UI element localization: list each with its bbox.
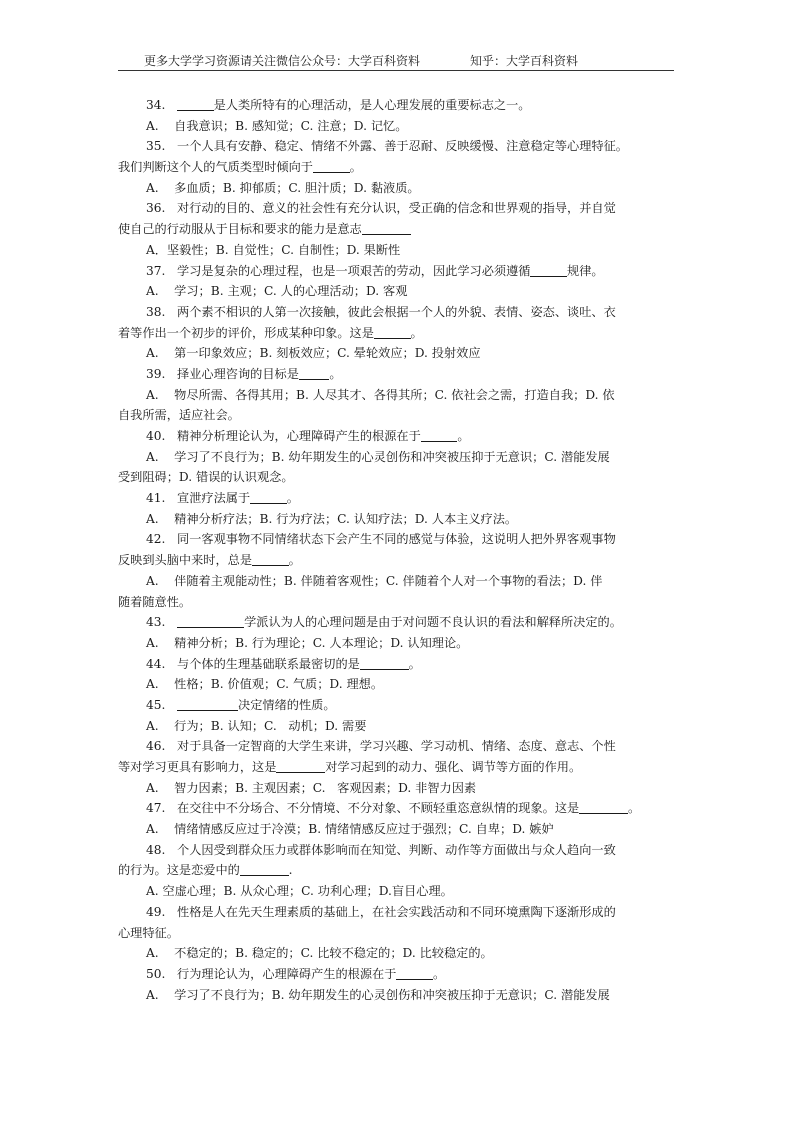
line-text: 学派认为人的心理问题是由于对问题不良认识的看法和解释所决定的。	[244, 615, 622, 630]
text-line	[118, 550, 674, 571]
line-text: 45.	[146, 697, 178, 712]
line-text: 44. 与个体的生理基础联系最密切的是	[146, 656, 360, 671]
text-line: A. 智力因素；B. 主观因素；C. 客观因素；D. 非智力因素	[146, 780, 477, 795]
line-text: .	[288, 863, 293, 878]
text-line	[118, 488, 674, 509]
text-line: A. 情绪情感反应过于冷漠；B. 情绪情感反应过于强烈；C. 自卑；D. 嫉妒	[146, 822, 554, 837]
text-line: 49. 性格是人在先天生理素质的基础上，在社会实践活动和不同环境熏陶下逐渐形成的	[146, 904, 616, 919]
line-text: 使自己的行动服从于目标和要求的能力是意志	[118, 222, 362, 237]
text-line: 48. 个人因受到群众压力或群体影响而在知觉、判断、动作等方面做出与众人趋向一致	[146, 842, 616, 857]
text-line	[118, 157, 674, 178]
line-text: 。	[410, 325, 423, 340]
text-line: A. 空虚心理；B. 从众心理；C. 功利心理；D.盲目心理。	[146, 884, 453, 899]
answer-blank	[579, 799, 628, 814]
text-line	[118, 219, 674, 240]
text-line	[118, 654, 674, 675]
line-text: 41. 宣泄疗法属于	[146, 491, 251, 506]
text-line	[118, 964, 674, 985]
answer-blank	[530, 262, 567, 277]
line-text: 。	[432, 966, 446, 981]
text-line: 42. 同一客观事物不同情绪状态下会产生不同的感觉与体验，这说明人把外界客观事物	[146, 532, 616, 547]
line-text: 。	[628, 801, 641, 816]
answer-blank	[177, 613, 244, 628]
text-line	[118, 860, 674, 881]
answer-blank	[396, 965, 433, 980]
answer-blank	[362, 220, 411, 235]
text-line	[118, 261, 674, 282]
line-text: 43.	[146, 615, 178, 630]
text-line	[118, 426, 674, 447]
line-text: 。	[286, 491, 299, 506]
text-line	[118, 757, 674, 778]
header-right-text: 知乎：大学百科资料	[470, 54, 579, 68]
line-text: 。	[457, 429, 470, 443]
text-line: 38. 两个素不相识的人第一次接触，彼此会根据一个人的外貌、表情、姿态、谈吐、衣	[146, 304, 616, 319]
line-text: 。	[408, 656, 421, 671]
answer-blank	[299, 365, 330, 380]
text-line	[118, 695, 674, 716]
answer-blank	[360, 655, 409, 670]
line-text: 。	[329, 366, 342, 381]
text-line: 46. 对于具备一定智商的大学生来讲，学习兴趣、学习动机、情绪、态度、意志、个性	[146, 739, 616, 754]
line-text: 反映到头脑中来时，总是	[118, 553, 253, 568]
text-line: 随着随意性。	[118, 594, 192, 609]
line-text: 47. 在交往中不分场合、不分情境、不分对象、不顾轻重恣意纵情的现象。这是	[146, 801, 580, 816]
text-line: A．坚毅性；B. 自觉性；C. 自制性；D. 果断性	[146, 242, 401, 257]
answer-blank	[252, 551, 289, 566]
line-text: 对学习起到的动力、强化、调节等方面的作用。	[325, 760, 582, 774]
text-line: 受到阻碍；D. 错误的认识观念。	[118, 470, 294, 485]
text-line: 自我所需，适应社会。	[118, 408, 240, 423]
text-line: A. 自我意识；B. 感知觉；C. 注意；D. 记忆。	[146, 118, 408, 133]
text-line: A. 伴随着主观能动性；B. 伴随着客观性；C. 伴随着个人对一个事物的看法；D. 伴	[146, 573, 603, 588]
line-text: 我们判断这个人的气质类型时倾向于	[118, 160, 313, 175]
answer-blank	[421, 427, 458, 442]
text-line	[118, 323, 674, 344]
line-text: 。	[349, 160, 362, 175]
line-text: 等对学习更具有影响力，这是	[118, 760, 277, 774]
text-line	[118, 612, 674, 633]
answer-blank	[240, 861, 289, 876]
text-line: A. 学习了不良行为；B. 幼年期发生的心灵创伤和冲突被压抑于无意识；C. 潜能发展	[146, 449, 610, 464]
text-line: 心理特征。	[118, 925, 179, 940]
line-text: 40. 精神分析理论认为，心理障碍产生的根源在于	[146, 429, 421, 443]
answer-blank	[177, 696, 238, 711]
text-line: A. 行为；B. 认知；C. 动机；D. 需要	[146, 718, 367, 733]
text-line	[118, 798, 674, 819]
answer-blank	[313, 158, 350, 173]
text-line: A. 精神分析疗法；B. 行为疗法；C. 认知疗法；D. 人本主义疗法。	[146, 511, 518, 526]
header-left-text: 更多大学学习资源请关注微信公众号：大学百科资料	[144, 54, 421, 68]
answer-blank	[276, 758, 325, 773]
text-line	[118, 95, 674, 116]
text-line: A. 不稳定的；B. 稳定的；C. 比较不稳定的；D. 比较稳定的。	[146, 946, 493, 961]
line-text: 34.	[146, 98, 178, 112]
text-line: A. 性格；B. 价值观；C. 气质；D. 理想。	[146, 677, 384, 692]
text-line: A. 多血质；B. 抑郁质；C. 胆汁质；D. 黏液质。	[146, 180, 420, 195]
text-line: 36. 对行动的目的、意义的社会性有充分认识，受正确的信念和世界观的指导，并自觉	[146, 201, 616, 216]
line-text: 。	[288, 553, 301, 568]
text-line: 35. 一个人具有安静、稳定、情绪不外露、善于忍耐、反映缓慢、注意稳定等心理特征。	[146, 139, 628, 154]
line-text: 37. 学习是复杂的心理过程，也是一项艰苦的劳动，因此学习必须遵循	[146, 263, 531, 278]
answer-blank	[374, 324, 411, 339]
text-line: A. 第一印象效应；B. 刻板效应；C. 晕轮效应；D. 投射效应	[146, 346, 481, 361]
text-line: A. 精神分析；B. 行为理论；C. 人本理论；D. 认知理论。	[146, 635, 469, 650]
line-text: 是人类所特有的心理活动，是人心理发展的重要标志之一。	[213, 98, 531, 112]
line-text: 39. 择业心理咨询的目标是	[146, 366, 299, 381]
text-line: A. 物尽所需、各得其用；B. 人尽其才、各得其所；C. 依社会之需，打造自我；D. 依	[146, 387, 615, 402]
answer-blank	[177, 96, 214, 111]
answer-blank	[250, 489, 287, 504]
page-header	[118, 52, 674, 71]
text-line	[118, 364, 674, 385]
text-line: A. 学习；B. 主观；C. 人的心理活动；D. 客观	[146, 284, 408, 299]
line-text: 的行为。这是恋爱中的	[118, 863, 240, 878]
line-text: 50. 行为理论认为，心理障碍产生的根源在于	[146, 966, 397, 981]
line-text: 决定情绪的性质。	[238, 697, 336, 712]
line-text: 规律。	[567, 263, 604, 278]
line-text: 着等作出一个初步的评价，形成某种印象。这是	[118, 325, 374, 340]
text-line: A. 学习了不良行为；B. 幼年期发生的心灵创伤和冲突被压抑于无意识；C. 潜能发展	[146, 987, 610, 1002]
question-list	[118, 95, 674, 1005]
